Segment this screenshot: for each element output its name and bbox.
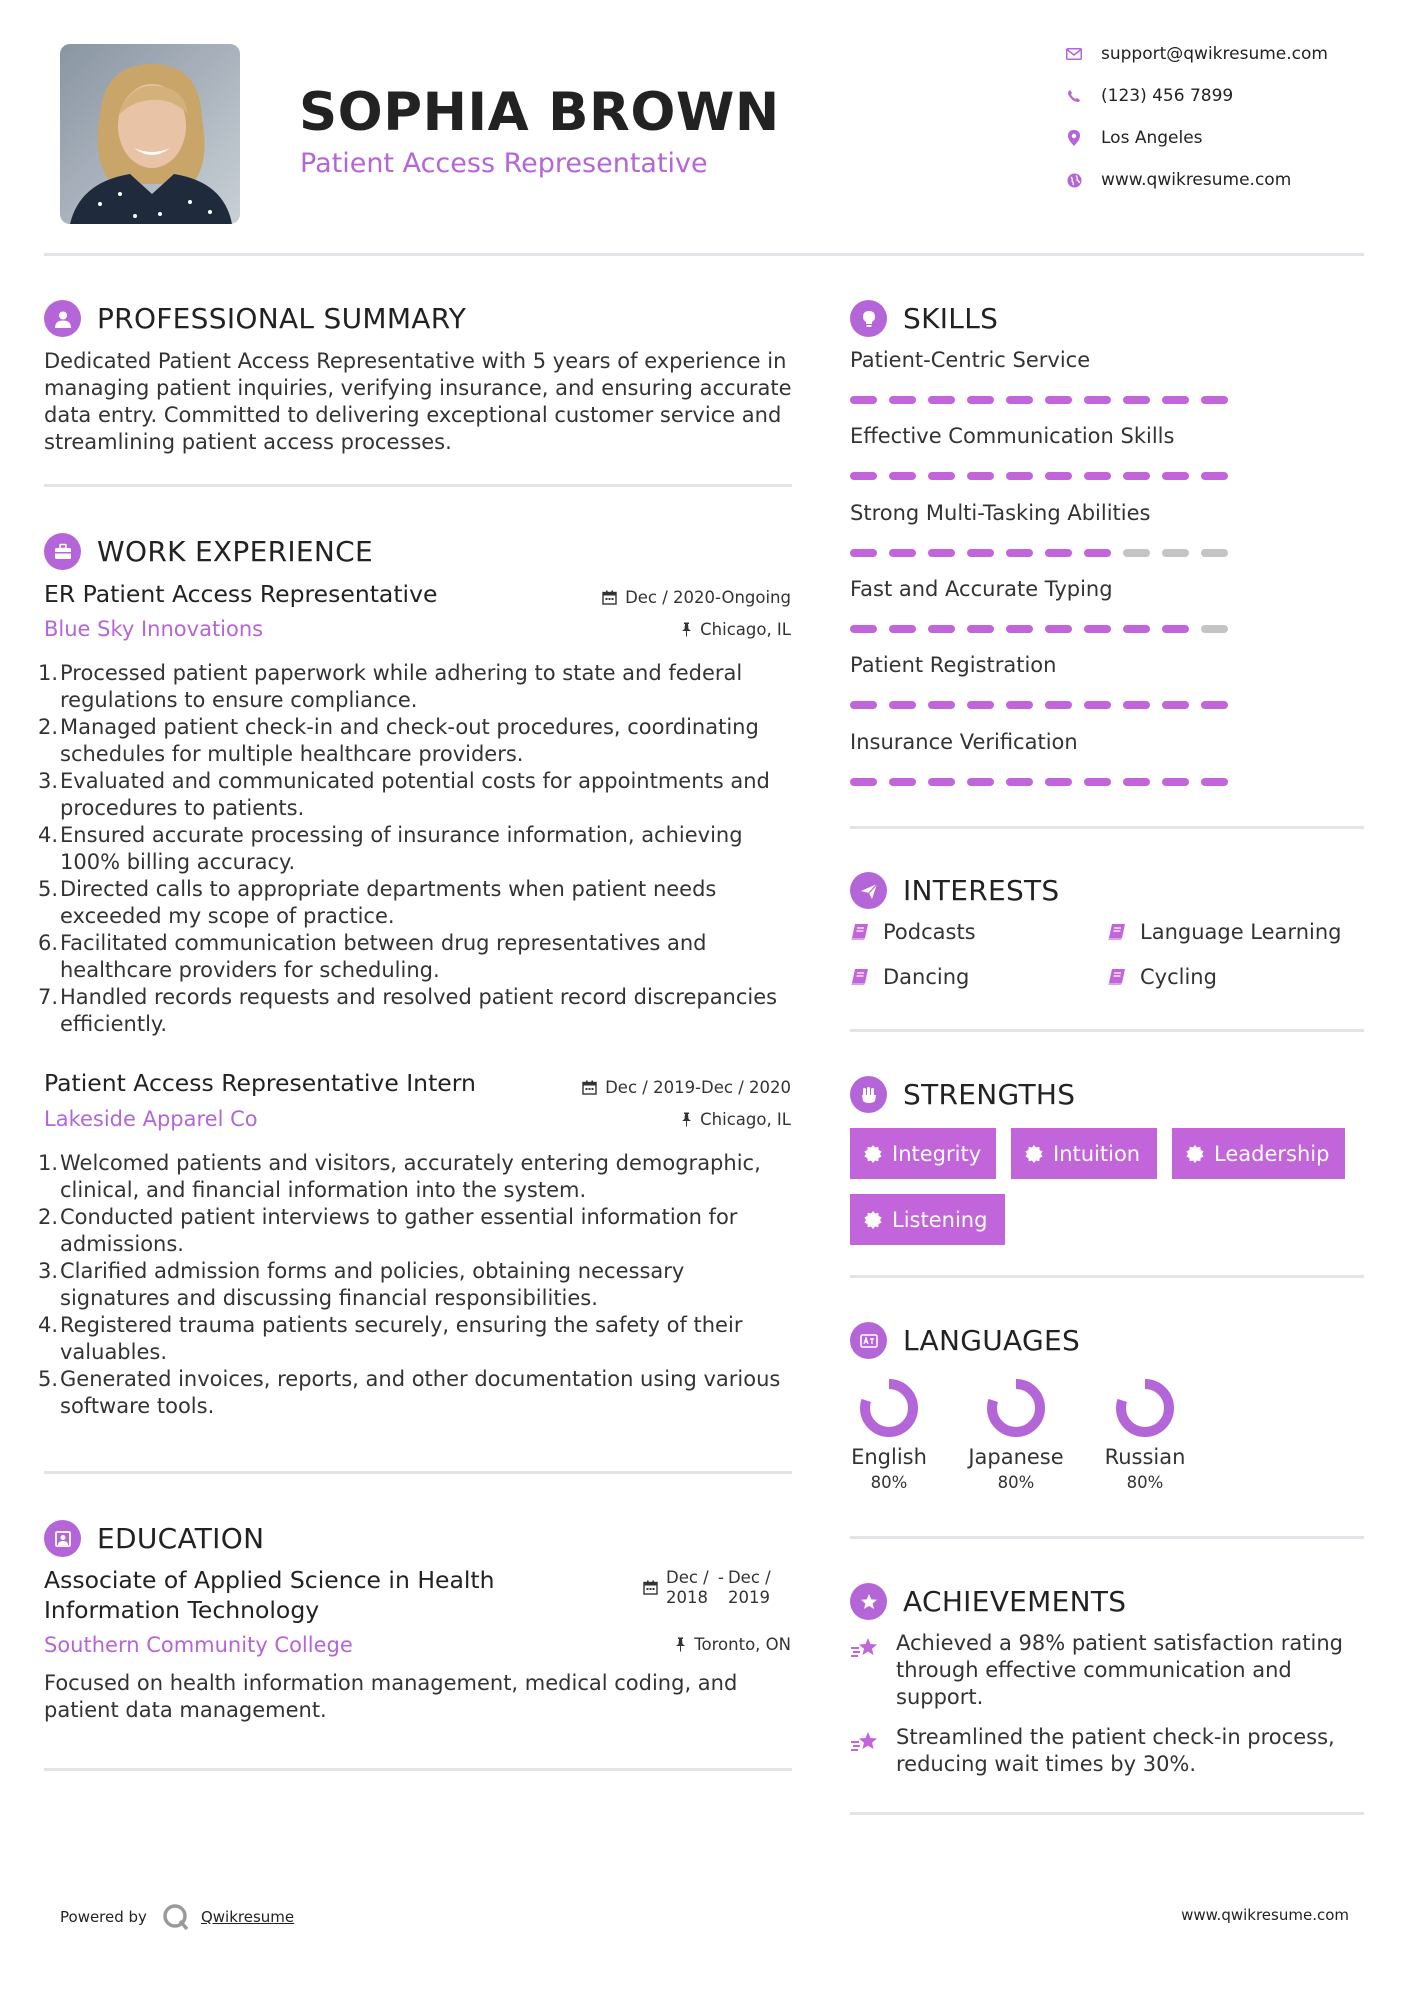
strengths-divider [850, 1275, 1364, 1278]
skills-heading: SKILLS [850, 300, 998, 337]
skill-dash-filled [1123, 701, 1150, 709]
strengths-heading: STRENGTHS [850, 1076, 1075, 1113]
calendar-icon [643, 1580, 658, 1595]
skill-dash-filled [1045, 472, 1072, 480]
fist-icon [850, 1076, 887, 1113]
skill-dash-filled [1084, 549, 1111, 557]
skill-dash-empty [1201, 549, 1228, 557]
pushpin-icon [681, 622, 692, 637]
list-item: 2. Conducted patient interviews to gather essential information for admissions. [38, 1205, 738, 1256]
job-dates: Dec / 2019-Dec / 2020 [582, 1078, 791, 1097]
skill-dash-filled [1045, 396, 1072, 404]
achievements-divider [850, 1812, 1364, 1815]
skill-dash-filled [1084, 396, 1111, 404]
language-level: 80% [1126, 1473, 1164, 1492]
education-dates: Dec / 2018 - Dec / 2019 [643, 1568, 778, 1608]
contact-phone[interactable]: (123) 456 7899 [1065, 86, 1233, 106]
briefcase-icon [44, 533, 81, 570]
profile-photo [60, 44, 240, 224]
skill-dash-filled [1162, 701, 1189, 709]
language-item [829, 1445, 949, 1492]
language-ring [857, 1376, 921, 1444]
language-name: Japanese [968, 1445, 1064, 1469]
skill-dash-filled [1045, 701, 1072, 709]
language-level: 80% [870, 1473, 908, 1492]
skill-dash-filled [1123, 778, 1150, 786]
shooting-star-icon [850, 1730, 882, 1760]
skill-dash-filled [850, 396, 877, 404]
contact-location: Los Angeles [1065, 128, 1203, 148]
strength-chip: Listening [850, 1194, 1005, 1245]
skill-dash-filled [1006, 396, 1033, 404]
job-location: Chicago, IL [681, 1110, 791, 1129]
shooting-star-icon [850, 1636, 882, 1666]
skill-dash-filled [967, 625, 994, 633]
skill-dash-filled [928, 396, 955, 404]
language-icon [850, 1322, 887, 1359]
language-item [1085, 1445, 1205, 1492]
book-icon [850, 968, 870, 986]
list-item: 2. Managed patient check-in and check-out procedures, coordinating schedules for multiple healthcare providers. [38, 715, 759, 766]
skill-dash-filled [850, 472, 877, 480]
book-icon [1107, 968, 1127, 986]
pushpin-icon [675, 1637, 686, 1652]
skill-dash-filled [1123, 396, 1150, 404]
skill-name: Effective Communication Skills [850, 424, 1175, 449]
badge-icon [864, 1145, 882, 1163]
skill-level-bar [850, 396, 1240, 404]
job-bullets [40, 1150, 792, 1420]
achievement-text: Achieved a 98% patient satisfaction rating through effective communication and support. [896, 1631, 1343, 1709]
footer-brand-link[interactable]: Qwikresume [200, 1908, 295, 1926]
skill-dash-filled [928, 472, 955, 480]
candidate-name: SOPHIA BROWN [299, 82, 780, 143]
skill-dash-filled [889, 701, 916, 709]
badge-icon [1025, 1145, 1043, 1163]
skill-dash-filled [1006, 701, 1033, 709]
contact-email[interactable]: support@qwikresume.com [1065, 44, 1328, 64]
skill-dash-filled [1084, 625, 1111, 633]
skill-dash-filled [889, 549, 916, 557]
calendar-icon [602, 590, 617, 605]
list-item: 5. Directed calls to appropriate departments when patient needs exceeded my scope of practice. [38, 877, 717, 928]
company-name: Lakeside Apparel Co [44, 1107, 258, 1131]
skill-dash-filled [1084, 701, 1111, 709]
skill-dash-filled [1201, 701, 1228, 709]
skill-dash-empty [1201, 625, 1228, 633]
skill-dash-filled [967, 701, 994, 709]
experience-divider [44, 1471, 792, 1474]
skill-dash-filled [967, 396, 994, 404]
skill-dash-filled [850, 778, 877, 786]
calendar-icon [582, 1080, 597, 1095]
language-item [956, 1445, 1076, 1492]
languages-divider [850, 1536, 1364, 1539]
skill-level-bar [850, 472, 1240, 480]
skill-dash-filled [889, 472, 916, 480]
interests-divider [850, 1029, 1364, 1032]
header-divider [44, 253, 1364, 256]
skill-dash-filled [1162, 778, 1189, 786]
graduation-icon [44, 1520, 81, 1557]
skill-dash-filled [1123, 625, 1150, 633]
skill-dash-filled [1201, 778, 1228, 786]
list-item: 3. Evaluated and communicated potential costs for appointments and procedures to patients. [38, 769, 770, 820]
interest-item: Language Learning [1107, 920, 1341, 944]
job-bullets [40, 660, 792, 1038]
education-description: Focused on health information management, medical coding, and patient data management. [44, 1671, 738, 1722]
list-item: 5. Generated invoices, reports, and other documentation using various software tools. [38, 1367, 781, 1418]
skill-dash-filled [1006, 472, 1033, 480]
strength-chip: Intuition [1011, 1128, 1157, 1179]
phone-icon [1065, 87, 1083, 105]
qwikresume-logo-icon [161, 1902, 191, 1932]
skill-dash-filled [1162, 625, 1189, 633]
skills-divider [850, 826, 1364, 829]
language-ring [984, 1376, 1048, 1444]
contact-website[interactable]: www.qwikresume.com [1065, 170, 1291, 190]
skill-dash-empty [1123, 549, 1150, 557]
language-ring [1113, 1376, 1177, 1444]
pushpin-icon [681, 1112, 692, 1127]
skill-dash-filled [1201, 472, 1228, 480]
summary-heading: PROFESSIONAL SUMMARY [44, 300, 466, 337]
interest-item: Dancing [850, 965, 969, 989]
badge-icon [864, 1211, 882, 1229]
skill-dash-filled [967, 778, 994, 786]
school-name: Southern Community College [44, 1633, 353, 1657]
skill-dash-empty [1162, 549, 1189, 557]
skill-name: Strong Multi-Tasking Abilities [850, 500, 1151, 525]
skill-dash-filled [1201, 396, 1228, 404]
language-name: English [851, 1445, 927, 1469]
skill-name: Patient Registration [850, 653, 1057, 678]
skill-dash-filled [1084, 778, 1111, 786]
paper-plane-icon [850, 872, 887, 909]
skill-dash-filled [1006, 549, 1033, 557]
skill-dash-filled [850, 701, 877, 709]
job-title: Patient Access Representative Intern [44, 1069, 476, 1097]
skill-dash-filled [1162, 396, 1189, 404]
skill-dash-filled [967, 472, 994, 480]
language-level-arc [1121, 1384, 1169, 1432]
achievements-heading: ACHIEVEMENTS [850, 1583, 1126, 1620]
book-icon [850, 923, 870, 941]
skill-dash-filled [889, 778, 916, 786]
envelope-icon [1065, 45, 1083, 63]
skill-dash-filled [1123, 472, 1150, 480]
language-level-arc [992, 1384, 1040, 1432]
skill-level-bar [850, 778, 1240, 786]
skill-dash-filled [928, 549, 955, 557]
lightbulb-icon [850, 300, 887, 337]
candidate-title: Patient Access Representative [300, 148, 708, 179]
list-item: 1. Welcomed patients and visitors, accurately entering demographic, clinical, and financial information into the system. [38, 1151, 761, 1202]
skill-dash-filled [1045, 778, 1072, 786]
language-name: Russian [1104, 1445, 1186, 1469]
list-item: 4. Ensured accurate processing of insurance information, achieving 100% billing accuracy. [38, 823, 743, 874]
skill-dash-filled [1162, 472, 1189, 480]
strength-chip: Leadership [1172, 1128, 1345, 1179]
skill-dash-filled [889, 396, 916, 404]
skill-level-bar [850, 549, 1240, 557]
skill-dash-filled [850, 549, 877, 557]
skill-name: Insurance Verification [850, 729, 1078, 754]
job-title: ER Patient Access Representative [44, 580, 438, 608]
skill-dash-filled [1045, 549, 1072, 557]
skill-dash-filled [1006, 778, 1033, 786]
job-location: Chicago, IL [681, 620, 791, 639]
languages-heading: LANGUAGES [850, 1322, 1080, 1359]
skill-dash-filled [1045, 625, 1072, 633]
education-location: Toronto, ON [675, 1635, 791, 1654]
skill-dash-filled [928, 778, 955, 786]
list-item: 4. Registered trauma patients securely, ensuring the safety of their valuables. [38, 1313, 743, 1364]
summary-text: Dedicated Patient Access Representative with 5 years of experience in managing patient inquiries, verifying insurance, and ensuring accurate data entry. Committed to delivering exceptional customer service and streamlining patient access processes. [44, 349, 792, 454]
skill-dash-filled [850, 625, 877, 633]
star-icon [850, 1583, 887, 1620]
list-item: 6. Facilitated communication between drug representatives and healthcare providers for scheduling. [38, 931, 707, 982]
footer-powered-by: Powered by Qwikresume [60, 1902, 294, 1932]
job-dates: Dec / 2020-Ongoing [602, 588, 791, 607]
skill-dash-filled [928, 625, 955, 633]
education-heading: EDUCATION [44, 1520, 264, 1557]
map-pin-icon [1065, 129, 1083, 147]
summary-divider [44, 484, 792, 487]
interest-item: Podcasts [850, 920, 976, 944]
company-name: Blue Sky Innovations [44, 617, 264, 641]
achievement-text: Streamlined the patient check-in process, reducing wait times by 30%. [896, 1725, 1335, 1776]
skill-level-bar [850, 625, 1240, 633]
list-item: 1. Processed patient paperwork while adhering to state and federal regulations to ensure compliance. [38, 661, 743, 712]
list-item: 3. Clarified admission forms and policies, obtaining necessary signatures and discussing financial responsibilities. [38, 1259, 685, 1310]
skill-dash-filled [928, 701, 955, 709]
language-level-arc [865, 1384, 913, 1432]
interest-item: Cycling [1107, 965, 1217, 989]
badge-icon [1186, 1145, 1204, 1163]
skill-dash-filled [889, 625, 916, 633]
globe-icon [1065, 171, 1083, 189]
strength-chip: Integrity [850, 1128, 996, 1179]
interests-heading: INTERESTS [850, 872, 1060, 909]
book-icon [1107, 923, 1127, 941]
skill-name: Patient-Centric Service [850, 348, 1091, 372]
skill-dash-filled [1084, 472, 1111, 480]
experience-heading: WORK EXPERIENCE [44, 533, 373, 570]
education-divider [44, 1768, 792, 1771]
language-level: 80% [997, 1473, 1035, 1492]
skill-dash-filled [1006, 625, 1033, 633]
skill-level-bar [850, 701, 1240, 709]
list-item: 7. Handled records requests and resolved patient record discrepancies efficiently. [38, 985, 778, 1036]
skill-dash-filled [967, 549, 994, 557]
skill-name: Fast and Accurate Typing [850, 576, 1113, 601]
user-icon [44, 300, 81, 337]
footer-website[interactable]: www.qwikresume.com [1181, 1906, 1349, 1924]
degree-title: Associate of Applied Science in Health Information Technology [44, 1566, 495, 1624]
